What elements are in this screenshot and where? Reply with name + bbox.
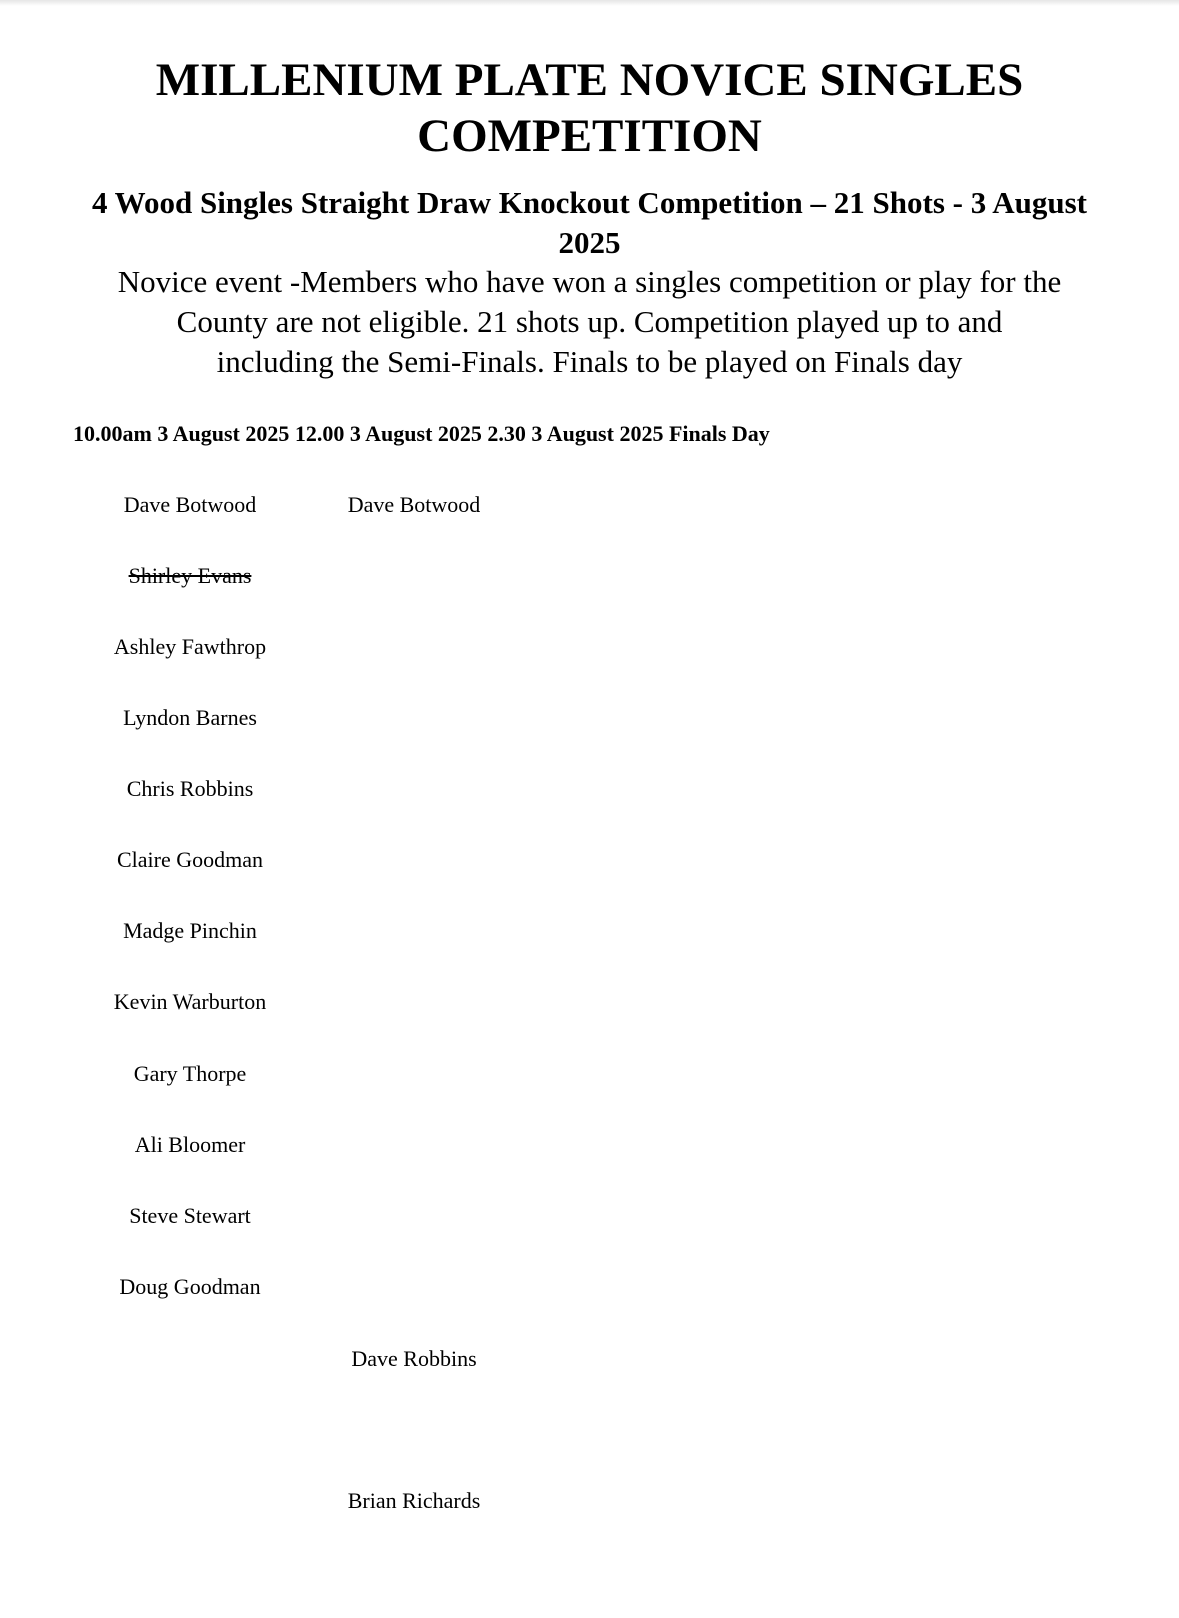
round1-player: Gary Thorpe (133, 1061, 247, 1086)
round1-player: Kevin Warburton (113, 989, 267, 1014)
round-headers (73, 421, 770, 447)
round2-player: Brian Richards (347, 1488, 481, 1513)
page-top-shadow (0, 0, 1179, 6)
round-header-finals: Finals Day (668, 421, 770, 446)
round1-player-withdrawn: Shirley Evans (128, 563, 252, 588)
round-header-3: 2.30 3 August 2025 (487, 421, 664, 446)
round-header-2: 12.00 3 August 2025 (294, 421, 482, 446)
page-title (0, 52, 1179, 164)
round1-player: Chris Robbins (126, 776, 254, 801)
round-header-1: 10.00am 3 August 2025 (73, 421, 290, 446)
round1-player: Ali Bloomer (134, 1132, 246, 1157)
description-line-2: County are not eligible. 21 shots up. Competition played up to and (176, 304, 1003, 339)
round2-player: Dave Robbins (351, 1346, 477, 1371)
description-line-1: Novice event -Members who have won a singles competition or play for the (117, 264, 1062, 299)
round1-player: Doug Goodman (119, 1274, 261, 1299)
round2-player: Dave Botwood (347, 492, 481, 517)
competition-description (60, 262, 1119, 382)
round1-player: Madge Pinchin (123, 918, 257, 943)
round1-player: Steve Stewart (129, 1203, 251, 1228)
page-title-line-2: COMPETITION (417, 110, 762, 162)
round1-player: Claire Goodman (116, 847, 264, 872)
round1-player: Lyndon Barnes (123, 705, 257, 730)
page-title-line-1: MILLENIUM PLATE NOVICE SINGLES (155, 54, 1024, 106)
description-line-3: including the Semi-Finals. Finals to be played on Finals day (216, 344, 963, 379)
round1-player: Ashley Fawthrop (113, 634, 267, 659)
competition-subtitle: 4 Wood Singles Straight Draw Knockout Competition – 21 Shots - 3 August 2025 (91, 185, 1087, 260)
round1-player: Dave Botwood (123, 492, 257, 517)
